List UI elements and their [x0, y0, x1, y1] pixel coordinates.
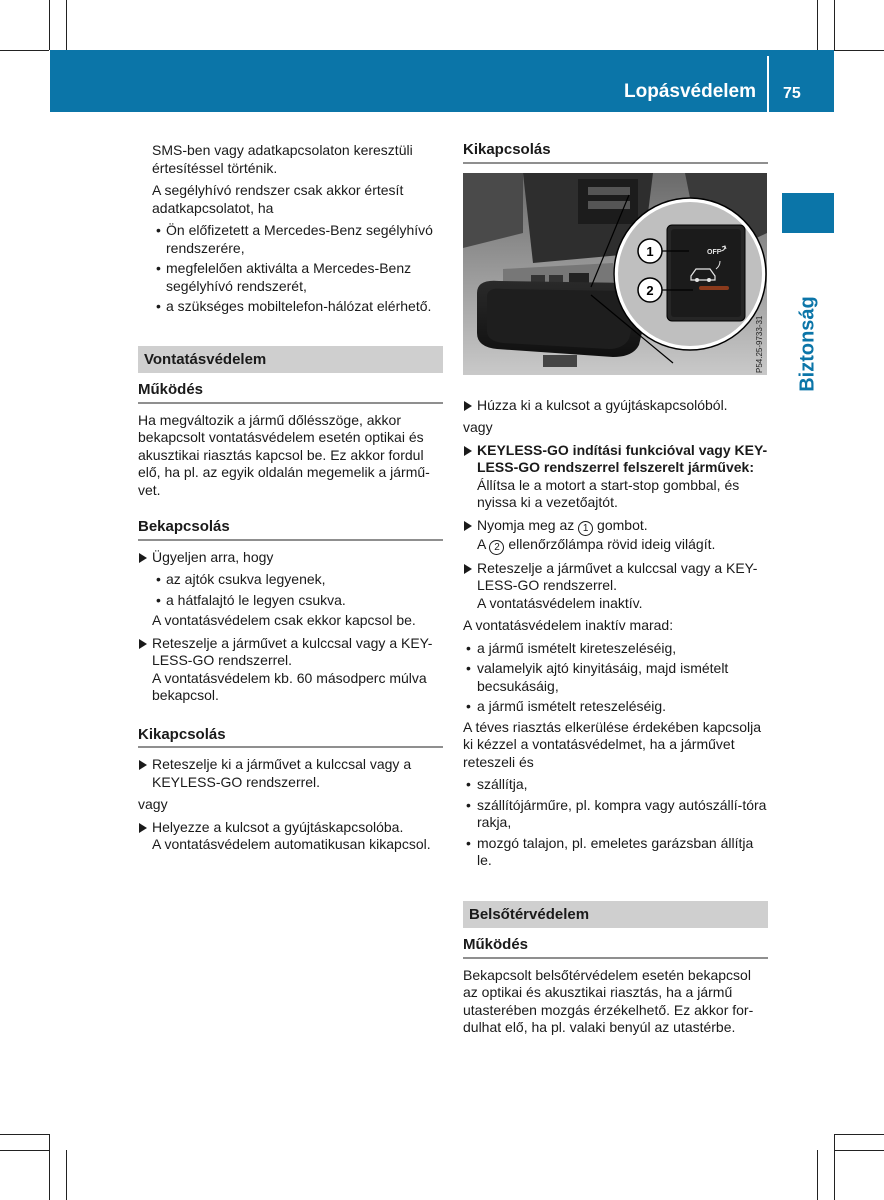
instruction-step: Reteszelje a járművet a kulccsal vagy a KEY-LESS-GO rendszerrel. [138, 635, 443, 670]
paragraph: Bekapcsolt belsőtérvédelem esetén bekapcsol az optikai és akusztikai riasztás, ha a jármű utasterében mozgás érzékelhető. Ez akkor for-dulhat elő, ha pl. valaki benyúl az utastérbe. [463, 966, 754, 1035]
result-note: Állítsa le a motort a start-stop gombbal, és nyissa ki a vezetőajtót. [477, 476, 740, 510]
callout-2: 2 [646, 283, 654, 298]
list-item: • mozgó talajon, pl. emeletes garázsban állítja le. [463, 835, 768, 870]
crop-mark [0, 1150, 49, 1151]
list-item: • Ön előfizetett a Mercedes-Benz segélyhívó rendszerére, [138, 222, 443, 257]
paragraph: Ha megváltozik a jármű dőlésszöge, akkor bekapcsolt vontatásvédelem esetén optikai és akusztikai riasztás kapcsol be. Ez akkor fordul elő, ha pl. az egyik oldalán megemelik a jármű-vet. [138, 411, 430, 498]
crop-mark [0, 50, 49, 51]
crop-mark [66, 0, 67, 50]
left-column [138, 142, 443, 859]
crop-mark [49, 0, 50, 50]
list-item: • az ajtók csukva legyenek, [138, 571, 443, 589]
instruction-step [463, 442, 768, 477]
crop-mark [834, 1150, 884, 1151]
crop-mark [834, 50, 884, 51]
subsection-heading: Kikapcsolás [138, 726, 443, 749]
subsection-heading: Működés [138, 381, 443, 404]
crop-mark [834, 1134, 835, 1200]
chapter-tab-marker [782, 193, 834, 233]
subsection-heading: Kikapcsolás [463, 141, 768, 164]
step-text: Nyomja meg az [477, 516, 579, 533]
crop-mark [66, 1150, 67, 1200]
list-item: • a jármű ismételt reteszeléséig. [463, 698, 768, 716]
overhead-control-panel-figure [463, 173, 767, 375]
crop-mark [834, 0, 835, 50]
instruction-step: Reteszelje ki a járművet a kulccsal vagy a KEYLESS-GO rendszerrel. [138, 756, 443, 791]
crop-mark [817, 0, 818, 50]
result-note: A vontatásvédelem kb. 60 másodperc múlva bekapcsol. [152, 669, 427, 703]
paragraph: A téves riasztás elkerülése érdekében kapcsolja ki kézzel a vontatásvédelmet, ha a járművet reteszeli és [463, 718, 762, 770]
off-label: OFF [707, 249, 721, 256]
result-note [463, 536, 768, 555]
list-item: • megfelelően aktiválta a Mercedes-Benz segélyhívó rendszerét, [138, 260, 443, 295]
intro-text: SMS-ben vagy adatkapcsolaton keresztüli értesítéssel történik. [152, 142, 413, 176]
paragraph: A vontatásvédelem inaktív marad: [463, 617, 674, 633]
chapter-tab-label: Biztonság [796, 296, 819, 392]
list-item: • a szükséges mobiltelefon-hálózat elérhető. [138, 298, 443, 316]
section-heading: Vontatásvédelem [138, 346, 443, 374]
intro-text: A segélyhívó rendszer csak akkor értesít adatkapcsolatot, ha [152, 182, 404, 216]
callout-1: 1 [646, 244, 654, 259]
crop-mark [817, 1150, 818, 1200]
result-note: A vontatásvédelem csak ekkor kapcsol be. [152, 612, 416, 628]
or-text: vagy [138, 796, 168, 812]
list-item: • a hátfalajtó le legyen csukva. [138, 592, 443, 610]
callout-number: 2 [489, 540, 504, 555]
indicator-lamp-icon [699, 286, 729, 290]
instruction-step [463, 517, 768, 536]
crop-mark [834, 1134, 884, 1135]
step-condition: KEYLESS-GO indítási funkcióval vagy KEY-LESS-GO rendszerrel felszerelt járművek: [477, 441, 768, 475]
note-text: A [477, 535, 490, 552]
callout-number: 1 [578, 521, 593, 536]
result-note: A vontatásvédelem inaktív. [477, 594, 643, 611]
instruction-step: Ügyeljen arra, hogy [138, 549, 443, 567]
list-item: • szállítja, [463, 776, 768, 794]
crop-mark [49, 1134, 50, 1200]
or-text: vagy [463, 419, 493, 435]
instruction-step: Helyezze a kulcsot a gyújtáskapcsolóba. [138, 819, 443, 837]
section-heading: Belsőtérvédelem [463, 901, 768, 929]
subsection-heading: Bekapcsolás [138, 518, 443, 541]
step-text: gombot. [593, 516, 648, 533]
instruction-step: Húzza ki a kulcsot a gyújtáskapcsolóból. [463, 397, 768, 415]
note-text: ellenőrzőlámpa rövid ideig világít. [504, 535, 716, 552]
list-item: • a jármű ismételt kireteszeléséig, [463, 640, 768, 658]
crop-mark [0, 1134, 49, 1135]
header-divider [767, 56, 769, 112]
page-number: 75 [783, 85, 801, 102]
figure-code: P54.25-9733-31 [755, 315, 764, 373]
instruction-step: Reteszelje a járművet a kulccsal vagy a KEY-LESS-GO rendszerrel. [463, 560, 768, 595]
list-item: • valamelyik ajtó kinyitásáig, majd ismételt becsukásáig, [463, 660, 768, 695]
subsection-heading: Működés [463, 936, 768, 959]
list-item: • szállítójárműre, pl. kompra vagy autószállí-tóra rakja, [463, 797, 768, 832]
page-title: Lopásvédelem [624, 81, 756, 102]
result-note: A vontatásvédelem automatikusan kikapcsol. [152, 836, 431, 852]
